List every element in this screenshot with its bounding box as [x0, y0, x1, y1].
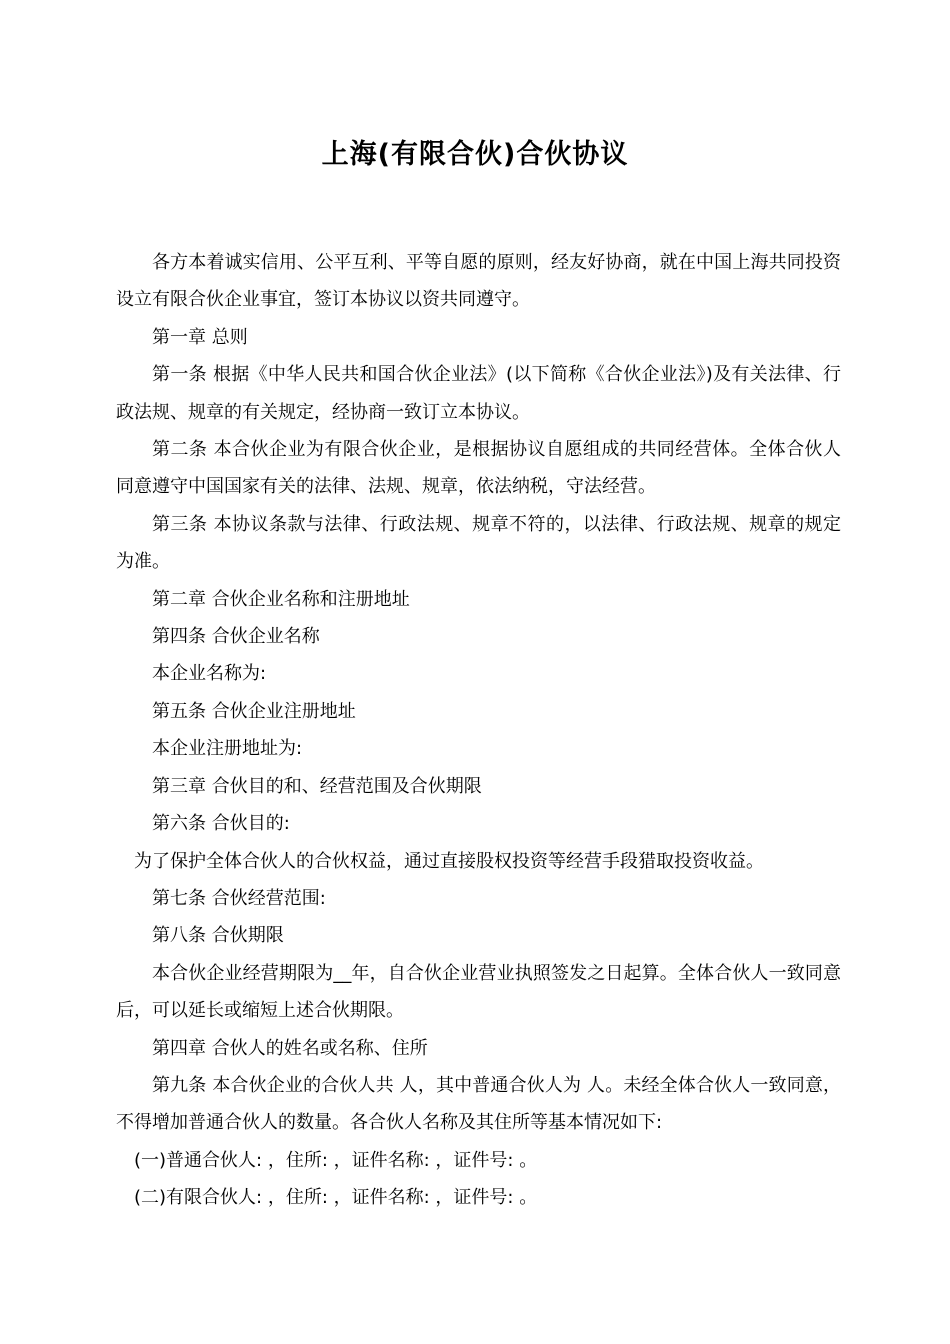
article-6-heading: 第六条 合伙目的: — [152, 813, 290, 835]
enterprise-name-paragraph: 本企业名称为: — [152, 663, 267, 685]
chapter-1-heading: 第一章 总则 — [152, 326, 248, 348]
article-3-paragraph: 第三条 本协议条款与法律、行政法规、规章不符的，以法律、行政法规、规章的规定为准。 — [116, 513, 841, 573]
chapter-4-heading: 第四章 合伙人的姓名或名称、住所 — [152, 1037, 428, 1059]
preamble-paragraph: 各方本着诚实信用、公平互利、平等自愿的原则，经友好协商，就在中国上海共同投资设立有限合伙企业事宜，签订本协议以资共同遵守。 — [116, 252, 841, 311]
article-7-heading: 第七条 合伙经营范围: — [152, 887, 326, 909]
article-8-heading: 第八条 合伙期限 — [152, 925, 284, 947]
document-body — [116, 244, 841, 1217]
general-partner-line: (一)普通合伙人: ，住所: ，证件名称: ，证件号: 。 — [134, 1149, 538, 1171]
article-1-paragraph: 第一条 根据《中华人民共和国合伙企业法》(以下简称《合伙企业法》)及有关法律、行政法规、规章的有关规定，经协商一致订立本协议。 — [116, 364, 841, 423]
article-5-heading: 第五条 合伙企业注册地址 — [152, 700, 356, 722]
registered-address-paragraph: 本企业注册地址为: — [152, 738, 303, 760]
purpose-paragraph: 为了保护全体合伙人的合伙权益，通过直接股权投资等经营手段猎取投资收益。 — [134, 850, 764, 872]
article-9-paragraph: 第九条 本合伙企业的合伙人共 人，其中普通合伙人为 人。未经全体合伙人一致同意，不得增加普通合伙人的数量。各合伙人名称及其住所等基本情况如下: — [116, 1074, 841, 1134]
chapter-2-heading: 第二章 合伙企业名称和注册地址 — [152, 588, 410, 610]
term-paragraph: 本合伙企业经营期限为__年，自合伙企业营业执照签发之日起算。全体合伙人一致同意后，可以延长或缩短上述合伙期限。 — [116, 962, 841, 1022]
document-title: 上海(有限合伙)合伙协议 — [321, 139, 629, 170]
article-2-paragraph: 第二条 本合伙企业为有限合伙企业，是根据协议自愿组成的共同经营体。全体合伙人同意遵守中国国家有关的法律、法规、规章，依法纳税，守法经营。 — [116, 439, 841, 498]
article-4-heading: 第四条 合伙企业名称 — [152, 626, 320, 648]
chapter-3-heading: 第三章 合伙目的和、经营范围及合伙期限 — [152, 775, 482, 797]
limited-partner-line: (二)有限合伙人: ，住所: ，证件名称: ，证件号: 。 — [134, 1187, 538, 1209]
